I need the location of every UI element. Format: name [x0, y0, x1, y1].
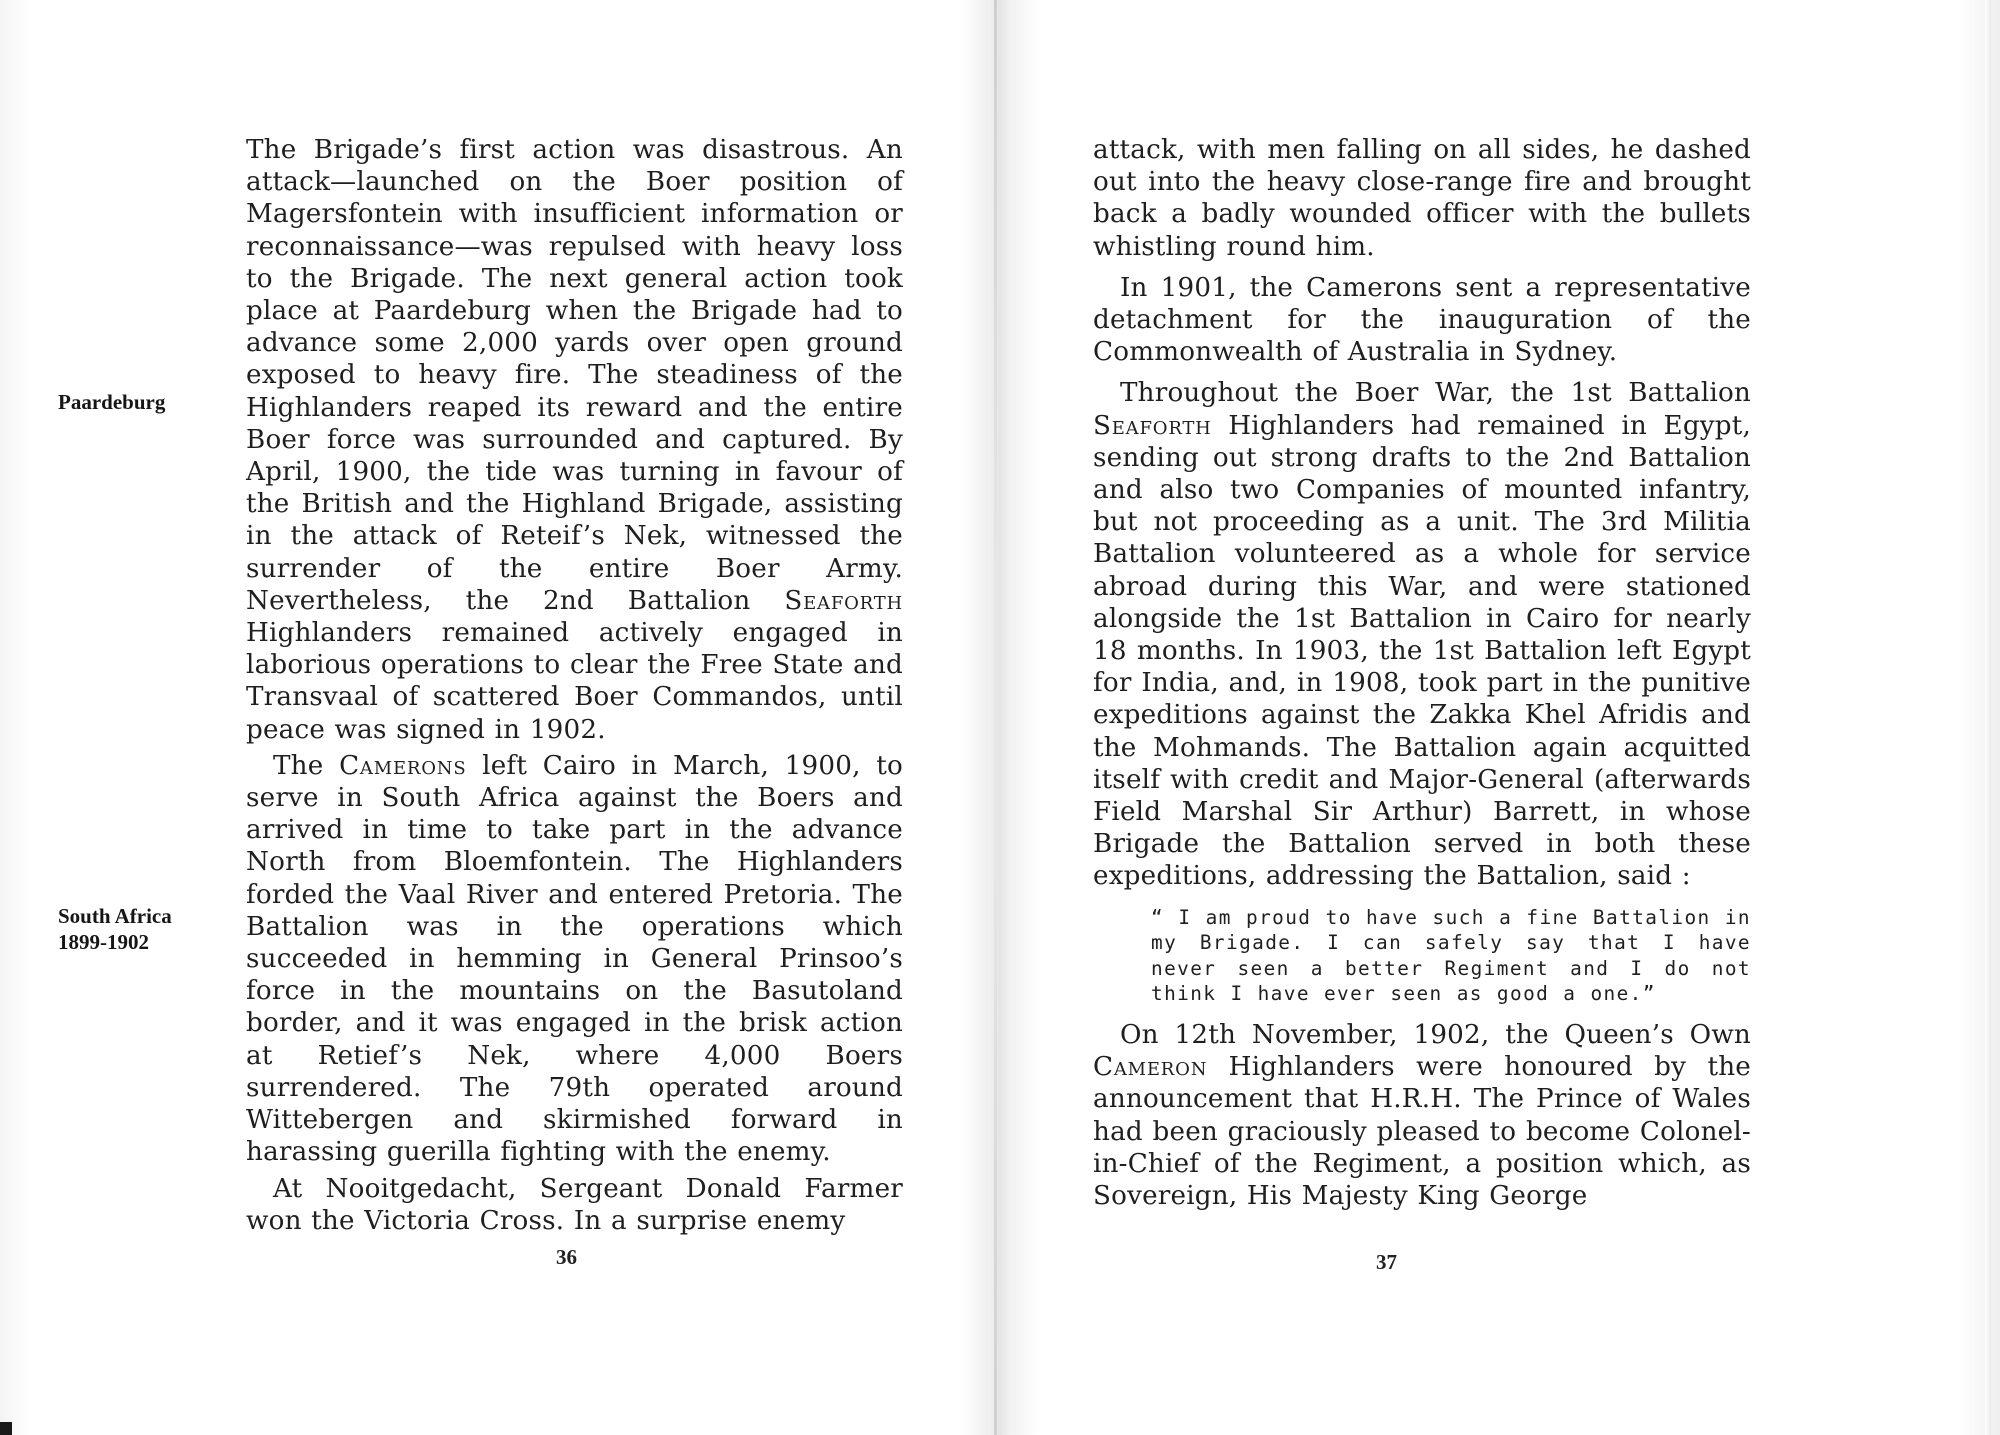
paragraph	[1093, 377, 1751, 892]
left-page	[0, 0, 994, 1435]
paragraph-text: The	[273, 750, 340, 781]
paragraph	[1093, 272, 1751, 369]
paragraph-text: In 1901, the Camerons sent a representative detachment for the inauguration of the Commonwealth of Australia in Sydney.	[1093, 272, 1751, 368]
side-note-paardeburg-text: Paardeburg	[58, 390, 166, 414]
paragraph	[246, 750, 903, 1169]
side-note-south-africa-line2: 1899-1902	[58, 930, 149, 954]
paragraph	[1093, 1019, 1751, 1212]
side-note-paardeburg	[58, 389, 165, 415]
paragraph-text: Throughout the Boer War, the 1st Battalion	[1120, 378, 1751, 409]
small-caps-name: Cameron	[1093, 1052, 1208, 1083]
paragraph	[246, 134, 903, 746]
left-page-body	[246, 134, 903, 1237]
right-page-body	[1093, 134, 1751, 1212]
paragraph-text: On 12th November, 1902, the Queen’s Own	[1120, 1020, 1751, 1051]
paragraph-text: attack, with men falling on all sides, he dashed out into the heavy close-range fire and brought back a badly wounded officer with the bullets whistling round him.	[1093, 135, 1751, 262]
paragraph-text: left Cairo in March, 1900, to serve in South Africa against the Boers and arrived in time to take part in the advance North from Bloemfontein. The Highlanders forded the Vaal River and entered Pretoria. The Battalion was in the operations which succeeded in hemming in General Prinsoo’s force in the mountains on the Basutoland border, and it was engaged in the brisk action at Retief’s Nek, where 4,000 Boers surrendered. The 79th operated around Wittebergen and skirmished forward in harassing guerilla fighting with the enemy.	[246, 750, 903, 1168]
side-note-south-africa	[58, 903, 172, 955]
block-quote: “ I am proud to have such a fine Battalion in my Brigade. I can safely say that I have never seen a better Regiment and I do not think I have ever seen as good a one.”	[1151, 905, 1751, 1006]
paragraph	[246, 1173, 903, 1237]
paragraph-text: Highlanders were honoured by the announcement that H.R.H. The Prince of Wales had been graciously pleased to become Colonel-in-Chief of the Regiment, a position which, as Sovereign, His Majesty King George	[1093, 1052, 1751, 1212]
page-number: 36	[556, 1245, 577, 1269]
paragraph-text: At Nooitgedacht, Sergeant Donald Farmer won the Victoria Cross. In a surprise enemy	[246, 1173, 903, 1236]
paragraph-text: Highlanders had remained in Egypt, sending out strong drafts to the 2nd Battalion and also two Companies of mounted infantry, but not proceeding as a unit. The 3rd Militia Battalion volunteered as a whole for service abroad during this War, and were stationed alongside the 1st Battalion in Cairo for nearly 18 months. In 1903, the 1st Battalion left Egypt for India, and, in 1908, took part in the punitive expeditions against the Zakka Khel Afridis and the Mohmands. The Battalion again acquitted itself with credit and Major-General (afterwards Field Marshal Sir Arthur) Barrett, in whose Brigade the Battalion served in both these expeditions, addressing the Battalion, said :	[1093, 410, 1751, 892]
small-caps-name: Seaforth	[784, 585, 904, 616]
paragraph-text: The Brigade’s first action was disastrous. An attack—launched on the Boer position of Magersfontein with insufficient information or reconnaissance—was repulsed with heavy loss to the Brigade. The next general action took place at Paardeburg when the Brigade had to advance some 2,000 yards over open ground exposed to heavy fire. The steadiness of the Highlanders reaped its reward and the entire Boer force was surrounded and captured. By April, 1900, the tide was turning in favour of the British and the Highland Brigade, assisting in the attack of Reteif’s Nek, witnessed the surrender of the entire Boer Army. Nevertheless, the 2nd Battalion	[246, 135, 903, 616]
small-caps-name: Seaforth	[1093, 410, 1212, 441]
side-note-south-africa-line1: South Africa	[58, 904, 172, 928]
paragraph-text: Highlanders remained actively engaged in laborious operations to clear the Free State and Transvaal of scattered Boer Commandos, until peace was signed in 1902.	[246, 618, 903, 745]
page-number: 37	[1376, 1250, 1397, 1274]
right-page	[997, 0, 2000, 1435]
small-caps-name: Camerons	[339, 750, 467, 781]
paragraph	[1093, 134, 1751, 263]
